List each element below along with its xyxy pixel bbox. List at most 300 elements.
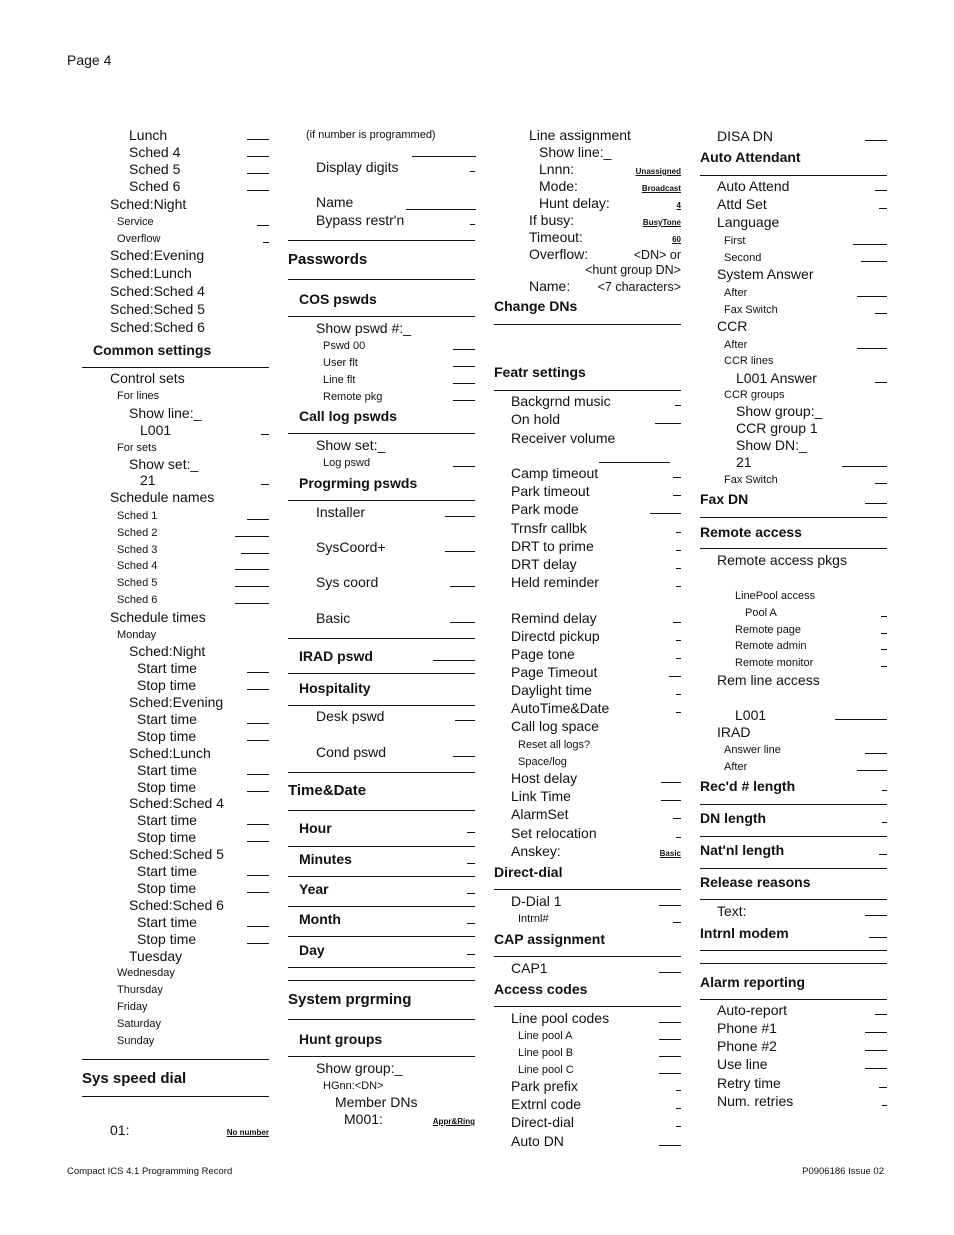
entry-blank[interactable] <box>467 954 475 955</box>
label-year: Year <box>299 881 329 897</box>
label-display-digits: Display digits <box>316 159 399 175</box>
entry-blank[interactable] <box>879 208 887 209</box>
label-sched-sched-5: Sched:Sched 5 <box>110 301 205 317</box>
label-line-assignment: Line assignment <box>529 127 631 143</box>
label-show-group: Show group:_ <box>316 1060 403 1076</box>
label-control-sets: Control sets <box>110 370 185 386</box>
section-heading <box>494 361 681 379</box>
entry-blank[interactable] <box>676 694 681 695</box>
default-value: Appr&Ring <box>432 1117 475 1126</box>
entry-blank[interactable] <box>661 782 681 783</box>
field-row <box>700 669 887 687</box>
field-row <box>82 244 269 262</box>
entry-blank[interactable] <box>450 622 475 623</box>
field-row <box>82 141 269 159</box>
field-row <box>82 877 269 895</box>
label-disa-dn: DISA DN <box>717 128 774 144</box>
label-daylight-time: Daylight time <box>511 682 592 698</box>
label-cap-assignment: CAP assignment <box>494 931 605 947</box>
label-remote-access: Remote access <box>700 524 802 540</box>
label-sched-6: Sched 6 <box>117 594 158 606</box>
entry-blank[interactable] <box>882 822 887 823</box>
field-row <box>700 999 887 1017</box>
field-row <box>494 141 681 159</box>
label-pool-a: Pool A <box>745 607 777 619</box>
entry-blank[interactable] <box>865 1050 887 1051</box>
field-row <box>700 211 887 229</box>
label-direct-dial: Direct-dial <box>511 1114 575 1130</box>
entry-blank[interactable] <box>835 719 887 720</box>
field-row <box>82 158 269 176</box>
label-rem-line-access: Rem line access <box>717 672 820 688</box>
field-row <box>288 501 475 519</box>
field-row <box>700 468 887 486</box>
label-show-dn: Show DN:_ <box>736 437 807 453</box>
section-divider <box>288 810 475 811</box>
label-progrming-pswds: Progrming pswds <box>299 475 418 491</box>
entry-blank[interactable] <box>467 893 475 894</box>
entry-blank[interactable] <box>247 740 269 741</box>
label-sched-night: Sched:Night <box>110 196 187 212</box>
field-row <box>494 1024 681 1042</box>
field-row <box>494 625 681 643</box>
label-sched-5: Sched 5 <box>117 577 158 589</box>
label-thursday: Thursday <box>117 984 163 996</box>
field-row <box>494 803 681 821</box>
label-call-log-space: Call log space <box>511 718 599 734</box>
default-value: No number <box>226 1128 269 1137</box>
entry-blank[interactable] <box>659 972 681 973</box>
entry-blank[interactable] <box>676 837 681 838</box>
label-cos-pswds: COS pswds <box>299 291 377 307</box>
field-row <box>700 634 887 652</box>
entry-blank[interactable] <box>676 640 681 641</box>
label-sched-5: Sched 5 <box>129 161 181 177</box>
section-heading <box>700 146 887 164</box>
section-heading <box>700 488 887 506</box>
entry-blank[interactable] <box>235 586 269 587</box>
field-row <box>700 175 887 193</box>
section-heading <box>494 928 681 946</box>
label-page-timeout: Page Timeout <box>511 664 598 680</box>
label-show-set: Show set:_ <box>129 456 199 472</box>
entry-blank[interactable] <box>673 622 681 623</box>
label-line-flt: Line flt <box>323 374 356 386</box>
entry-blank[interactable] <box>659 1039 681 1040</box>
field-row <box>82 961 269 979</box>
section-divider <box>494 324 681 325</box>
field-row <box>700 125 887 143</box>
entry-blank[interactable] <box>455 720 475 721</box>
entry-blank[interactable] <box>453 466 475 467</box>
entry-blank[interactable] <box>676 586 681 587</box>
field-row <box>288 705 475 723</box>
section-heading <box>700 521 887 539</box>
field-row <box>82 708 269 726</box>
entry-blank[interactable] <box>247 875 269 876</box>
label-start-time: Start time <box>137 914 197 930</box>
entry-blank[interactable] <box>650 513 681 514</box>
entry-blank[interactable] <box>881 666 887 667</box>
label-extrnl-code: Extrnl code <box>511 1096 582 1112</box>
label-park-mode: Park mode <box>511 501 579 517</box>
entry-blank[interactable] <box>673 477 681 478</box>
field-row <box>494 226 681 244</box>
field-row <box>700 298 887 316</box>
entry-blank[interactable] <box>261 434 269 435</box>
field-row <box>82 1119 269 1137</box>
entry-blank[interactable] <box>865 140 887 141</box>
entry-blank[interactable] <box>673 495 681 496</box>
entry-blank[interactable] <box>675 405 681 406</box>
entry-blank[interactable] <box>676 550 681 551</box>
label-ccr: CCR <box>717 318 748 334</box>
section-heading <box>288 939 475 957</box>
entry-blank[interactable] <box>467 832 475 833</box>
label-num-retries: Num. retries <box>717 1093 794 1109</box>
section-heading <box>288 908 475 926</box>
field-row <box>494 175 681 193</box>
label-sys-speed-dial: Sys speed dial <box>82 1070 187 1087</box>
field-row <box>494 907 681 925</box>
label-release-reasons: Release reasons <box>700 874 811 890</box>
entry-blank[interactable] <box>676 1108 681 1109</box>
label-ccr-group-1: CCR group 1 <box>736 420 818 436</box>
label-sys-coord: Sys coord <box>316 574 379 590</box>
label-21: 21 <box>140 472 156 488</box>
entry-blank[interactable] <box>263 242 269 243</box>
field-row <box>82 227 269 245</box>
entry-blank[interactable] <box>450 586 475 587</box>
entry-blank[interactable] <box>676 658 681 659</box>
field-row <box>82 436 269 454</box>
entry-blank[interactable] <box>875 483 887 484</box>
label-phone-2: Phone #2 <box>717 1038 777 1054</box>
entry-blank[interactable] <box>433 660 475 661</box>
entry-blank[interactable] <box>655 423 681 424</box>
label-remote-monitor: Remote monitor <box>735 657 814 669</box>
label-log-pswd: Log pswd <box>323 457 371 469</box>
field-row <box>288 536 475 554</box>
field-row <box>700 549 887 567</box>
label-desk-pswd: Desk pswd <box>316 708 385 724</box>
field-row <box>82 384 269 402</box>
label-language: Language <box>717 214 780 230</box>
entry-blank[interactable] <box>235 569 269 570</box>
field-row <box>82 691 269 709</box>
label-service: Service <box>117 216 154 228</box>
entry-blank[interactable] <box>453 349 475 350</box>
label-sched-sched-6: Sched:Sched 6 <box>129 897 224 913</box>
field-row <box>494 158 681 176</box>
entry-blank[interactable] <box>247 190 269 191</box>
entry-blank[interactable] <box>235 603 269 604</box>
value-text: <hunt group DN> <box>585 262 681 277</box>
section-heading <box>494 978 681 996</box>
entry-blank[interactable] <box>875 313 887 314</box>
entry-blank[interactable] <box>853 244 887 245</box>
label-name: Name <box>316 194 354 210</box>
entry-blank[interactable] <box>470 171 475 172</box>
section-divider <box>700 950 887 951</box>
label-park-prefix: Park prefix <box>511 1078 578 1094</box>
section-heading <box>288 677 475 695</box>
label-minutes: Minutes <box>299 851 352 867</box>
field-row <box>700 417 887 435</box>
label-basic: Basic <box>316 610 351 626</box>
label-bypass-restr-n: Bypass restr'n <box>316 212 405 228</box>
field-row <box>494 124 681 142</box>
field-row <box>700 721 887 739</box>
label-attd-set: Attd Set <box>717 196 767 212</box>
entry-blank[interactable] <box>869 937 887 938</box>
entry-blank[interactable] <box>857 770 887 771</box>
entry-blank[interactable] <box>861 261 887 262</box>
entry-blank[interactable] <box>247 926 269 927</box>
entry-blank[interactable] <box>247 672 269 673</box>
field-row <box>700 651 887 669</box>
entry-blank[interactable] <box>261 484 269 485</box>
entry-blank[interactable] <box>257 225 269 226</box>
label-line-pool-codes: Line pool codes <box>511 1010 610 1026</box>
field-row <box>700 383 887 401</box>
label-passwords: Passwords <box>288 251 368 268</box>
section-divider <box>700 836 887 837</box>
field-row <box>494 1075 681 1093</box>
entry-blank[interactable] <box>673 818 681 819</box>
label-show-line: Show line:_ <box>129 405 202 421</box>
field-row <box>82 486 269 504</box>
label-stop-time: Stop time <box>137 931 197 947</box>
field-row <box>288 451 475 469</box>
entry-blank[interactable] <box>659 1056 681 1057</box>
label-time-date: Time&Date <box>288 782 367 799</box>
label-dn-length: DN length <box>700 810 767 826</box>
field-row <box>82 792 269 810</box>
label-hunt-delay: Hunt delay: <box>539 195 610 211</box>
label-start-time: Start time <box>137 762 197 778</box>
entry-blank[interactable] <box>865 503 887 504</box>
label-hgnn-dn: HGnn:<DN> <box>323 1080 384 1092</box>
entry-blank[interactable] <box>453 366 475 367</box>
label-sched-sched-4: Sched:Sched 4 <box>129 795 224 811</box>
entry-blank[interactable] <box>882 1105 887 1106</box>
entry-blank[interactable] <box>247 156 269 157</box>
label-stop-time: Stop time <box>137 779 197 795</box>
page-number: Page 4 <box>67 52 112 68</box>
entry-blank[interactable] <box>247 139 269 140</box>
entry-blank[interactable] <box>247 173 269 174</box>
label-sched-3: Sched 3 <box>117 544 158 556</box>
entry-blank[interactable] <box>247 892 269 893</box>
entry-blank[interactable] <box>467 923 475 924</box>
entry-blank[interactable] <box>882 790 887 791</box>
field-row <box>82 1029 269 1047</box>
entry-blank[interactable] <box>875 1014 887 1015</box>
entry-blank[interactable] <box>659 1073 681 1074</box>
field-row <box>82 759 269 777</box>
label-drt-to-prime: DRT to prime <box>511 538 594 554</box>
label-schedule-names: Schedule names <box>110 489 215 505</box>
entry-blank[interactable] <box>467 863 475 864</box>
section-divider <box>700 804 887 805</box>
field-row <box>700 738 887 756</box>
field-row <box>700 1035 887 1053</box>
entry-blank[interactable] <box>247 774 269 775</box>
entry-blank[interactable] <box>247 943 269 944</box>
entry-blank[interactable] <box>879 1087 887 1088</box>
entry-blank[interactable] <box>247 723 269 724</box>
field-row <box>288 191 475 209</box>
label-backgrnd-music: Backgrnd music <box>511 393 611 409</box>
field-row <box>288 1074 475 1092</box>
field-row <box>700 1053 887 1071</box>
label-show-group: Show group:_ <box>736 403 823 419</box>
label-intrnl: Intrnl# <box>518 913 549 925</box>
label-m001: M001: <box>344 1111 383 1127</box>
section-heading <box>288 848 475 866</box>
label-irad-pswd: IRAD pswd <box>299 648 373 664</box>
entry-blank[interactable] <box>676 532 681 533</box>
field-row <box>494 607 681 625</box>
entry-blank[interactable] <box>676 1090 681 1091</box>
label-start-time: Start time <box>137 863 197 879</box>
entry-blank[interactable] <box>865 1068 887 1069</box>
entry-blank[interactable] <box>881 616 887 617</box>
field-row <box>494 275 681 293</box>
label-name: Name: <box>529 278 571 294</box>
label-friday: Friday <box>117 1001 148 1013</box>
entry-blank[interactable] <box>659 1022 681 1023</box>
field-row <box>700 400 887 418</box>
field-row <box>494 840 681 858</box>
field-row <box>494 1041 681 1059</box>
label-for-sets: For sets <box>117 442 157 454</box>
entry-blank[interactable] <box>676 712 681 713</box>
label-set-relocation: Set relocation <box>511 825 597 841</box>
entry-blank[interactable] <box>881 649 887 650</box>
label-stop-time: Stop time <box>137 880 197 896</box>
label-l001: L001 <box>735 707 767 723</box>
entry-blank[interactable] <box>865 915 887 916</box>
label-month: Month <box>299 911 341 927</box>
entry-blank[interactable] <box>247 519 269 520</box>
label-featr-settings: Featr settings <box>494 364 586 380</box>
entry-blank[interactable] <box>453 383 475 384</box>
field-row <box>494 553 681 571</box>
section-heading <box>700 807 887 825</box>
label-auto-attendant: Auto Attendant <box>700 149 801 165</box>
label-mode: Mode: <box>539 178 578 194</box>
label-d-dial-1: D-Dial 1 <box>511 893 562 909</box>
section-divider <box>288 846 475 847</box>
entry-blank[interactable] <box>445 551 475 552</box>
field-row <box>494 697 681 715</box>
field-row <box>82 978 269 996</box>
label-access-codes: Access codes <box>494 981 588 997</box>
entry-blank[interactable] <box>875 190 887 191</box>
field-row <box>700 281 887 299</box>
section-heading <box>494 861 681 879</box>
label-after: After <box>724 761 748 773</box>
entry-blank[interactable] <box>659 905 681 906</box>
entry-blank[interactable] <box>235 536 269 537</box>
section-divider <box>288 980 475 981</box>
field-row <box>494 209 681 227</box>
entry-blank[interactable] <box>676 568 681 569</box>
field-row <box>494 957 681 975</box>
entry-blank[interactable] <box>879 854 887 855</box>
label-start-time: Start time <box>137 711 197 727</box>
label-timeout: Timeout: <box>529 229 583 245</box>
section-heading <box>288 989 475 1007</box>
label-line-pool-b: Line pool B <box>518 1047 574 1059</box>
field-row <box>494 498 681 516</box>
section-heading <box>288 645 475 663</box>
entry-blank[interactable] <box>247 689 269 690</box>
field-row <box>288 607 475 625</box>
entry-blank[interactable] <box>865 1032 887 1033</box>
label-pswd-00: Pswd 00 <box>323 340 366 352</box>
entry-blank[interactable] <box>865 753 887 754</box>
label-user-flt: User flt <box>323 357 358 369</box>
label-overflow: Overflow <box>117 233 161 245</box>
entry-blank[interactable] <box>247 824 269 825</box>
field-row <box>82 316 269 334</box>
label-system-prgrming: System prgrming <box>288 991 412 1008</box>
label-start-time: Start time <box>137 812 197 828</box>
section-divider <box>700 963 887 964</box>
field-row <box>494 1093 681 1111</box>
field-row <box>82 742 269 760</box>
label-sched-evening: Sched:Evening <box>110 247 205 263</box>
field-row <box>82 657 269 675</box>
field-row <box>494 517 681 535</box>
label-for-lines: For lines <box>117 390 160 402</box>
field-row <box>82 826 269 844</box>
entry-blank[interactable] <box>453 400 475 401</box>
entry-blank[interactable] <box>470 224 475 225</box>
entry-blank[interactable] <box>673 922 681 923</box>
section-heading <box>288 405 475 423</box>
label-remote-access-pkgs: Remote access pkgs <box>717 552 847 568</box>
entry-blank[interactable] <box>669 676 681 677</box>
label-call-log-pswds: Call log pswds <box>299 408 398 424</box>
label-text: Text: <box>717 903 747 919</box>
label-receiver-volume: Receiver volume <box>511 430 616 446</box>
field-row <box>494 192 681 210</box>
entry-blank[interactable] <box>445 516 475 517</box>
label-cond-pswd: Cond pswd <box>316 744 387 760</box>
label-answer-line: Answer line <box>724 744 781 756</box>
field-row <box>700 755 887 773</box>
section-divider <box>288 772 475 773</box>
entry-blank[interactable] <box>676 1126 681 1127</box>
entry-blank[interactable] <box>857 296 887 297</box>
entry-blank[interactable] <box>453 756 475 757</box>
label-ccr-lines: CCR lines <box>724 355 774 367</box>
label-remote-admin: Remote admin <box>735 640 807 652</box>
label-intrnl-modem: Intrnl modem <box>700 925 789 941</box>
entry-blank[interactable] <box>247 841 269 842</box>
label-on-hold: On hold <box>511 411 561 427</box>
entry-blank[interactable] <box>661 800 681 801</box>
label-anskey: Anskey: <box>511 843 561 859</box>
section-heading <box>82 339 269 357</box>
field-row <box>288 434 475 452</box>
entry-blank[interactable] <box>659 1145 681 1146</box>
entry-blank[interactable] <box>842 466 887 467</box>
